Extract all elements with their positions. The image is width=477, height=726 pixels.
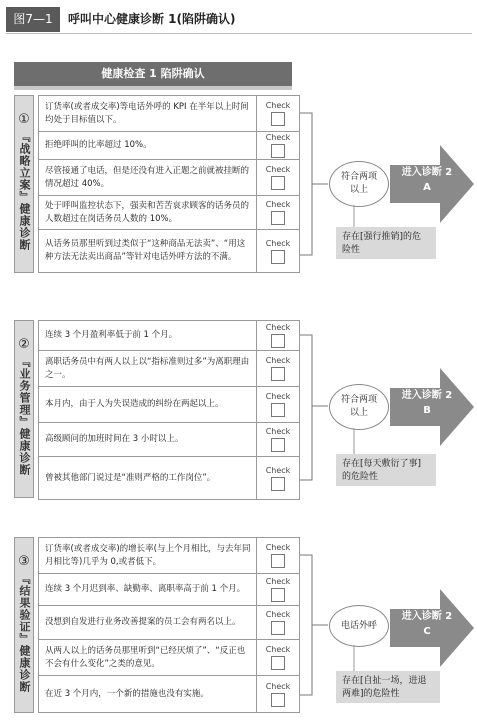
proceed-label: 进入诊断 2 B [401,390,453,416]
check-cell [256,96,299,131]
checklist-item-text: 在近 3 个月内，一个新的措施也没有实施。 [45,688,209,699]
check-label: Check [265,101,291,110]
section-number: ② [18,337,30,352]
check-cell [256,606,299,639]
banner-shadow [14,86,292,90]
checklist-item-text: 订货率(或者成交率)等电话外呼的 KPI 在半年以上时间均处于目标值以下。 [45,101,249,125]
check-label: Check [265,165,291,174]
checkbox[interactable] [271,176,285,190]
bracket-connector [300,537,330,713]
check-cell [256,196,299,229]
check-cell [256,230,299,272]
checkbox[interactable] [271,621,285,635]
checklist-banner: 健康检查 1 陷阱确认 [14,62,292,86]
checklist-item-text: 连续 3 个月盈利率低于前 1 个月。 [45,330,178,340]
checklist-item-text: 连续 3 个月迟到率、缺勤率、离职率高于前 1 个月。 [45,584,246,594]
checkbox[interactable] [271,403,285,417]
condition-text: 符合两项以上 [341,172,378,195]
section-title: 『业务管理』健康诊断 [18,356,31,476]
section-result [14,537,474,713]
condition-ellipse [329,605,389,647]
checkbox[interactable] [271,112,285,126]
condition-ellipse [329,161,389,207]
checklist-row [39,196,299,230]
check-cell [256,538,299,573]
risk-note: 存在[强行推销]的危险性 [336,227,436,259]
checklist-row [39,132,299,160]
header-divider [6,33,472,34]
check-label: Check [265,356,291,365]
checkbox[interactable] [271,211,285,225]
checkbox[interactable] [271,588,285,602]
section-title: 『战略立案』健康诊断 [18,131,31,251]
proceed-label: 进入诊断 2 A [401,167,453,193]
section-side-label [14,95,34,273]
check-cell [256,423,299,456]
checklist-row [39,640,299,676]
check-cell [256,351,299,386]
checkbox[interactable] [271,334,285,348]
checkbox[interactable] [271,554,285,568]
condition-ellipse [329,384,389,430]
checklist-item-text: 本月内，由于人为失误造成的纠纷在两起以上。 [45,399,224,409]
checklist-item-text: 从话务员那里听到过类似于“这种商品无法卖”、“用这种方法无法卖出商品”等针对电话外呼方法的不满。 [45,239,246,262]
check-label: Check [265,427,291,436]
checklist-row [39,423,299,457]
checklist-row [39,351,299,387]
checkbox[interactable] [271,144,285,158]
checklist-rows [38,320,300,500]
section-business [14,320,474,498]
section-title: 『结果验证』健康诊断 [18,573,31,693]
check-label: Check [265,543,291,552]
checklist-row [39,676,299,712]
figure-title: 呼叫中心健康诊断 1(陷阱确认) [68,12,236,26]
section-side-label [14,537,34,713]
checklist-row [39,574,299,606]
check-cell [256,457,299,499]
condition-text: 电话外呼 [340,620,377,631]
checklist-item-text: 没想到自发进行业务改善提案的员工会有两名以上。 [45,617,241,627]
checkbox[interactable] [271,367,285,381]
check-label: Check [265,200,291,209]
checklist-row [39,230,299,272]
checkbox[interactable] [271,656,285,670]
checklist-item-text: 曾被其他部门说过是“准则严格的工作岗位”。 [45,472,216,483]
check-cell [256,574,299,605]
bracket-connector [300,320,330,498]
check-label: Check [265,238,291,248]
figure-tag: 图7—1 [6,7,60,32]
checkbox[interactable] [271,438,285,452]
checkbox[interactable] [271,250,285,264]
checklist-row [39,321,299,351]
section-side-label [14,320,34,498]
check-cell [256,160,299,195]
checklist-rows [38,95,300,273]
check-label: Check [265,610,291,619]
risk-note: 存在[自扯一场，进退两难]的危险性 [336,671,440,703]
checklist-item-text: 订货率(或者成交率)的增长率(与上个月相比，与去年同月相比等)几乎为 0,或者低下。 [45,543,251,567]
risk-note: 存在[每天敷衍了事]的危险性 [336,454,436,486]
checklist-rows [38,537,300,713]
checklist-row [39,606,299,640]
checkbox[interactable] [271,477,285,491]
checklist-row [39,538,299,574]
checklist-row [39,387,299,423]
check-label: Check [265,645,291,654]
section-number: ① [18,112,30,127]
condition-text: 符合两项以上 [341,395,378,418]
checklist-item-text: 拒绝呼叫的比率超过 10%。 [45,140,152,150]
check-cell [256,321,299,350]
checklist-row [39,457,299,499]
proceed-label: 进入诊断 2 C [401,611,453,637]
check-cell [256,132,299,159]
check-cell [256,387,299,422]
check-label: Check [265,577,291,586]
check-cell [256,640,299,675]
check-cell [256,676,299,712]
check-label: Check [265,323,291,332]
check-label: Check [265,681,291,691]
check-label: Check [265,392,291,401]
checklist-item-text: 高级顾问的加班时间在 3 小时以上。 [45,434,184,444]
check-label: Check [265,133,291,142]
checklist-item-text: 尽管接通了电话，但是还没有进入正题之前就被挂断的情况超过 40%。 [45,165,250,189]
check-label: Check [265,465,291,475]
checklist-item-text: 离职话务员中有两人以上以“指标准则过多”为离职理由之一。 [45,356,250,380]
checklist-row [39,96,299,132]
checkbox[interactable] [271,693,285,707]
section-strategy [14,95,474,273]
checklist-item-text: 从两人以上的话务员那里听到“已经厌烦了”、“反正也不会有什么变化”之类的意见。 [45,645,246,669]
checklist-row [39,160,299,196]
bracket-connector [300,95,330,273]
checklist-item-text: 处于呼叫监控状态下，强卖和苦苦哀求顾客的话务员的人数超过在岗话务员人数的 10%。 [45,200,250,224]
section-number: ③ [18,554,30,569]
